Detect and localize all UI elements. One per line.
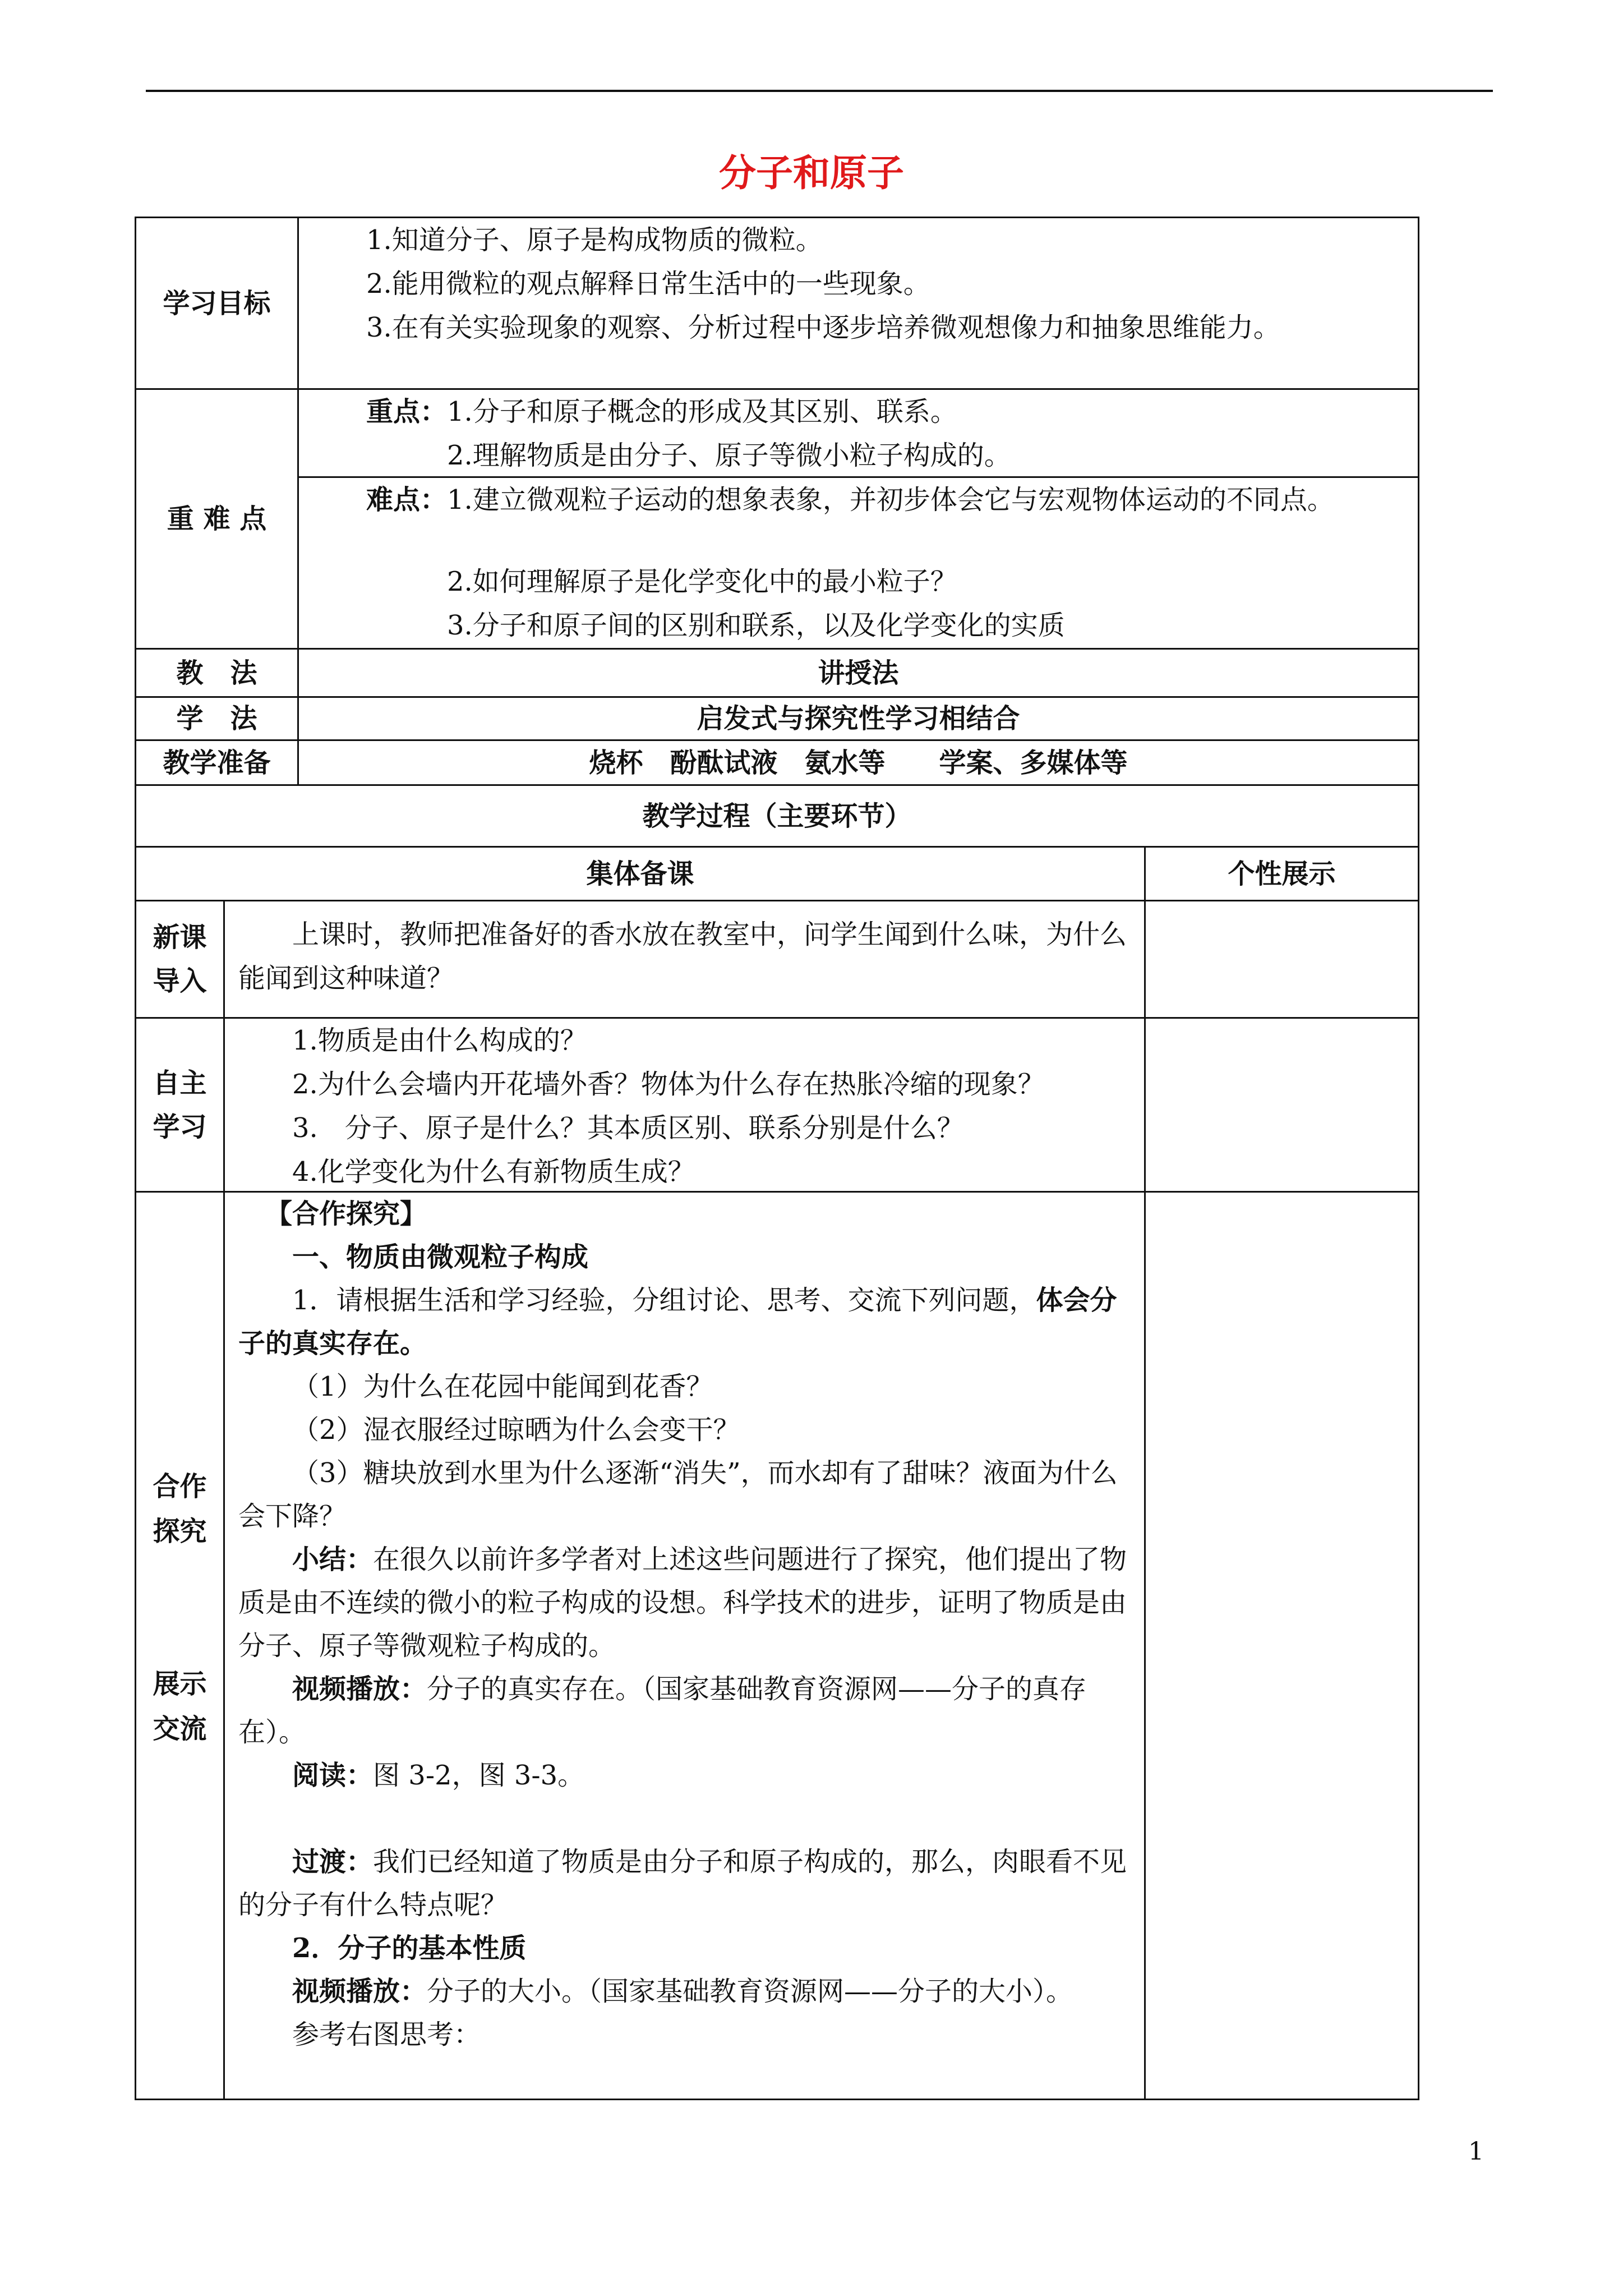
coop-label-line: 交流 — [153, 1713, 207, 1745]
objective-item: 1.知道分子、原子是构成物质的微粒。 — [366, 224, 823, 256]
difficulty-item: 2.如何理解原子是化学变化中的最小粒子？ — [447, 566, 957, 597]
coop-personal-cell — [1146, 1193, 1418, 2099]
coop-reading: 阅读：图 3-2，图 3-3。 — [292, 1760, 585, 1791]
header-rule — [146, 90, 1493, 92]
learning-method-value: 启发式与探究性学习相结合 — [697, 703, 1020, 734]
key-points-label: 重 难 点 — [167, 503, 267, 535]
coop-reading-label: 阅读： — [292, 1760, 374, 1791]
coop-sub-question: （1）为什么在花园中能闻到花香？ — [292, 1371, 713, 1402]
page-number: 1 — [1468, 2137, 1484, 2166]
intro-label-line: 导入 — [153, 965, 207, 997]
process-header: 教学过程（主要环节） — [642, 800, 912, 832]
learning-method-label: 学 法 — [176, 703, 257, 734]
key-focus-cell — [299, 390, 1418, 476]
key-focus-item: 1.分子和原子概念的形成及其区别、联系。 — [447, 396, 957, 427]
teaching-method-value: 讲授法 — [818, 657, 899, 689]
page-title: 分子和原子 — [719, 151, 904, 195]
collective-column-header: 集体备课 — [586, 858, 694, 890]
coop-section-1: 一、物质由微观粒子构成 — [292, 1241, 589, 1273]
coop-label — [136, 1193, 223, 2099]
intro-text: 上课时，教师把准备好的香水放在教室中，问学生闻到什么味，为什么能闻到这种味道？ — [238, 919, 1127, 994]
coop-transition: 过渡：我们已经知道了物质是由分子和原子构成的，那么，肉眼看不见的分子有什么特点呢？ — [238, 1846, 1127, 1921]
coop-content — [225, 1193, 1144, 2099]
difficulty-label: 难点： — [366, 484, 448, 516]
coop-question-1-emphasis: 体会分子的真实存在。 — [238, 1285, 1117, 1359]
coop-label-line: 探究 — [153, 1516, 207, 1547]
coop-video-2-label: 视频播放： — [292, 1976, 427, 2007]
self-study-item: 4.化学变化为什么有新物质生成？ — [292, 1156, 695, 1188]
self-study-item: 1.物质是由什么构成的？ — [292, 1025, 587, 1056]
coop-reference: 参考右图思考： — [292, 2019, 481, 2050]
self-study-item: 2.为什么会墙内开花墙外香？物体为什么存在热胀冷缩的现象？ — [292, 1069, 1045, 1100]
key-focus-label: 重点： — [366, 396, 448, 427]
coop-question-1: 1．请根据生活和学习经验，分组讨论、思考、交流下列问题，体会分子的真实存在。 — [238, 1285, 1117, 1359]
coop-sub-question: （3）糖块放到水里为什么逐渐“消失”，而水却有了甜味？液面为什么会下降？ — [238, 1457, 1118, 1532]
coop-label-line: 合作 — [153, 1471, 207, 1502]
coop-video-2: 视频播放：分子的大小。（国家基础教育资源网——分子的大小）。 — [292, 1976, 1073, 2007]
preparation-label: 教学准备 — [163, 747, 271, 779]
difficulty-item: 1.建立微观粒子运动的想象表象，并初步体会它与宏观物体运动的不同点。 — [447, 484, 1334, 516]
self-study-item: 3. 分子、原子是什么？其本质区别、联系分别是什么？ — [292, 1112, 964, 1144]
self-study-label-line: 自主 — [153, 1067, 207, 1099]
preparation-value: 烧杯 酚酞试液 氨水等 学案、多媒体等 — [589, 747, 1128, 779]
objectives-list — [299, 218, 1418, 388]
self-study-personal-cell — [1146, 1019, 1418, 1191]
difficulty-item: 3.分子和原子间的区别和联系，以及化学变化的实质 — [447, 610, 1065, 641]
coop-summary-label: 小结： — [292, 1544, 374, 1575]
difficulty-cell — [299, 478, 1418, 648]
table-border-right — [1418, 217, 1419, 2100]
coop-section-2: 2．分子的基本性质 — [292, 1932, 527, 1964]
personal-column-header: 个性展示 — [1228, 858, 1336, 890]
coop-sub-question: （2）湿衣服经过晾晒为什么会变干？ — [292, 1414, 740, 1446]
key-focus-item: 2.理解物质是由分子、原子等微小粒子构成的。 — [447, 440, 1011, 471]
intro-label-line: 新课 — [153, 922, 207, 953]
teaching-method-label: 教 法 — [176, 657, 257, 689]
intro-label — [136, 901, 223, 1017]
self-study-list — [225, 1019, 1144, 1191]
coop-heading: 【合作探究】 — [265, 1198, 427, 1230]
intro-personal-cell — [1146, 901, 1418, 1017]
self-study-label-line: 学习 — [153, 1111, 207, 1143]
table-border-bottom — [135, 2099, 1419, 2100]
objective-item: 3.在有关实验现象的观察、分析过程中逐步培养微观想像力和抽象思维能力。 — [366, 312, 1280, 343]
coop-label-line: 展示 — [153, 1668, 207, 1700]
objectives-label: 学习目标 — [163, 287, 271, 319]
coop-video-1: 视频播放：分子的真实存在。（国家基础教育资源网——分子的真存在）。 — [238, 1673, 1087, 1748]
coop-video-1-label: 视频播放： — [292, 1673, 427, 1705]
self-study-label — [136, 1019, 223, 1191]
coop-summary: 小结：在很久以前许多学者对上述这些问题进行了探究，他们提出了物质是由不连续的微小的粒子构成的设想。科学技术的进步，证明了物质是由分子、原子等微观粒子构成的。 — [238, 1544, 1127, 1662]
intro-text-cell — [225, 901, 1144, 1017]
coop-transition-label: 过渡： — [292, 1846, 374, 1878]
objective-item: 2.能用微粒的观点解释日常生活中的一些现象。 — [366, 268, 930, 300]
